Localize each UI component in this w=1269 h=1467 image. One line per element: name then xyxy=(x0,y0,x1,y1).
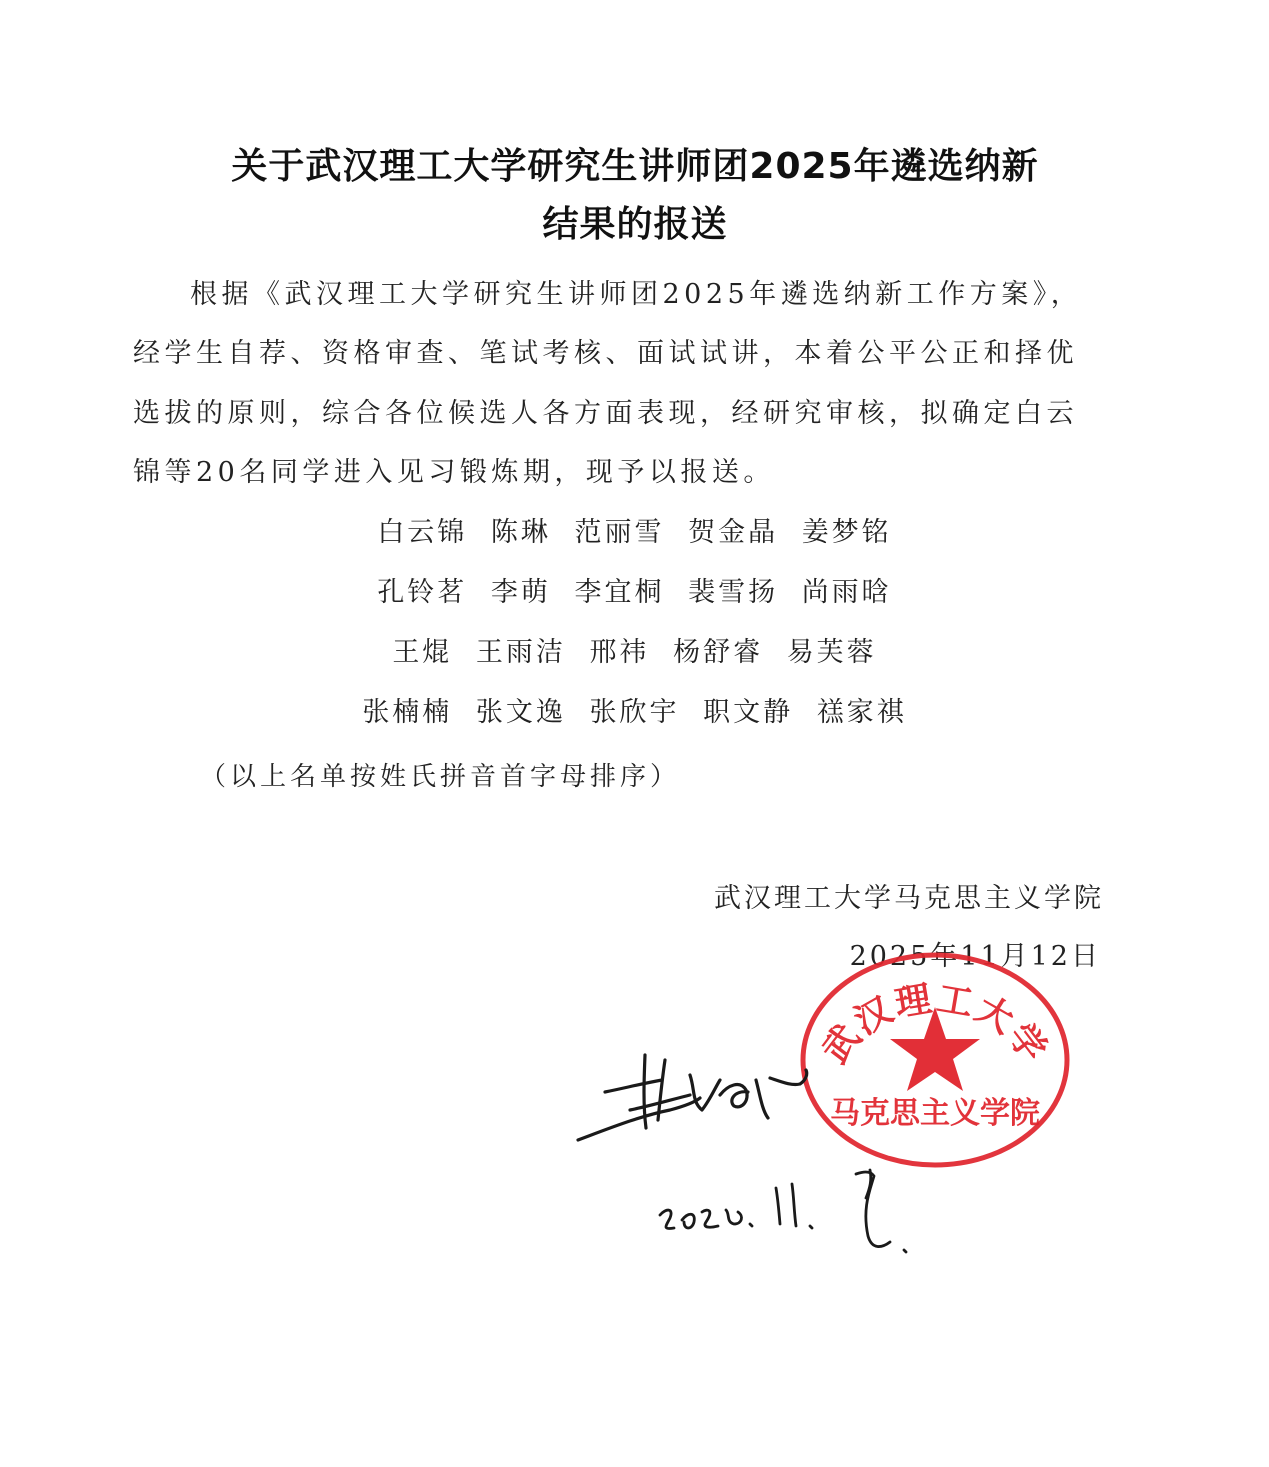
name-item: 杨舒睿 xyxy=(673,637,764,668)
name-row-2 xyxy=(0,570,1269,609)
seal-bottom-text: 马克思主义学院 xyxy=(830,1097,1040,1130)
paragraph-line-3: 选拔的原则，综合各位候选人各方面表现，经研究审核，拟确定白云 xyxy=(133,398,1078,429)
name-item: 张楠楠 xyxy=(362,697,453,728)
signing-organization: 武汉理工大学马克思主义学院 xyxy=(714,883,1104,914)
document-title-line1: 关于武汉理工大学研究生讲师团2025年遴选纳新 xyxy=(231,146,1039,187)
seal-top-text: 武汉理工大学 xyxy=(814,977,1056,1071)
name-item: 范丽雪 xyxy=(574,517,665,548)
handwritten-signature xyxy=(570,1040,930,1270)
name-item: 李萌 xyxy=(490,577,551,608)
signing-date: 2025年11月12日 xyxy=(849,941,1101,972)
name-item: 尚雨晗 xyxy=(801,577,892,608)
name-row-1 xyxy=(0,510,1269,549)
paragraph-line-4: 锦等20名同学进入见习锻炼期，现予以报送。 xyxy=(133,457,775,488)
name-item: 王焜 xyxy=(392,637,453,668)
name-row-3 xyxy=(0,630,1269,669)
paragraph-line-2: 经学生自荐、资格审查、笔试考核、面试试讲，本着公平公正和择优 xyxy=(133,338,1078,369)
name-item: 裴雪扬 xyxy=(688,577,779,608)
paragraph-line-1: 根据《武汉理工大学研究生讲师团2025年遴选纳新工作方案》， xyxy=(190,279,1083,310)
name-item: 职文静 xyxy=(703,697,794,728)
name-item: 张欣宇 xyxy=(589,697,680,728)
ordering-note: （以上名单按姓氏拼音首字母排序） xyxy=(200,762,681,792)
name-item: 姜梦铭 xyxy=(801,517,892,548)
name-item: 邢祎 xyxy=(589,637,650,668)
name-item: 贺金晶 xyxy=(688,517,779,548)
name-item: 易芙蓉 xyxy=(786,637,877,668)
name-item: 陈琳 xyxy=(490,517,551,548)
name-item: 李宜桐 xyxy=(574,577,665,608)
document-title-line2: 结果的报送 xyxy=(542,204,728,245)
name-item: 王雨洁 xyxy=(475,637,566,668)
name-row-4 xyxy=(0,690,1269,729)
name-item: 禚家祺 xyxy=(816,697,907,728)
name-item: 白云锦 xyxy=(377,517,468,548)
name-item: 张文逸 xyxy=(475,697,566,728)
name-item: 孔铃茗 xyxy=(377,577,468,608)
